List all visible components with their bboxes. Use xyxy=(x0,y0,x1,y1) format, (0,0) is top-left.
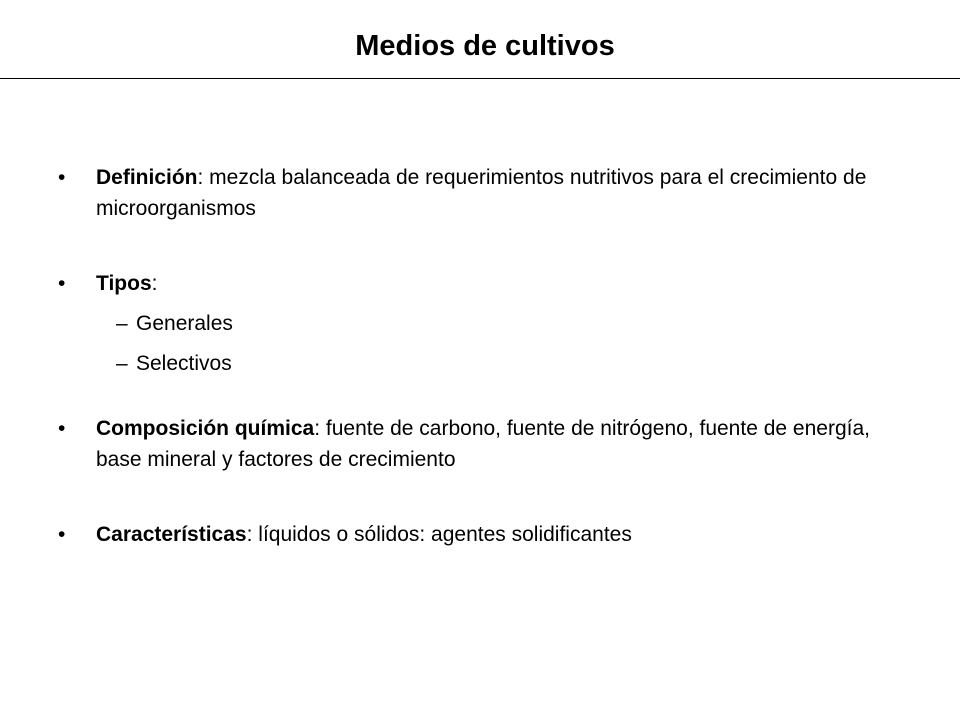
bullet-definicion xyxy=(58,162,918,224)
sub-item-label: Selectivos xyxy=(136,352,232,375)
bullet-text: : xyxy=(151,272,158,295)
title-divider xyxy=(0,78,960,79)
bullet-dot-icon: • xyxy=(58,417,66,440)
sub-item-label: Generales xyxy=(136,312,233,335)
dash-icon xyxy=(116,308,128,339)
sub-item-generales xyxy=(58,308,918,348)
dash-icon xyxy=(116,348,128,379)
sub-item-selectivos xyxy=(58,348,918,388)
slide-title: Medios de cultivos xyxy=(355,30,615,62)
bullet-tipos xyxy=(58,268,918,299)
bullet-dot-icon: • xyxy=(58,523,66,546)
bullet-text: : líquidos o sólidos: agentes solidificantes xyxy=(246,523,632,546)
bullet-dot-icon: • xyxy=(58,166,66,189)
tipos-sublist xyxy=(58,308,918,388)
bullet-term: Composición química xyxy=(96,417,315,440)
slide-body xyxy=(58,162,918,550)
bullet-term: Tipos xyxy=(96,272,152,295)
bullet-dot-icon: • xyxy=(58,272,66,295)
bullet-term: Definición xyxy=(96,166,198,189)
bullet-text: : fuente de carbono, fuente de nitrógeno, fuente de energía, base mineral y factores de crecimiento xyxy=(96,417,870,471)
bullet-caracteristicas xyxy=(58,519,918,550)
bullet-composicion xyxy=(58,413,918,475)
bullet-text: : mezcla balanceada de requerimientos nutritivos para el crecimiento de microorganismos xyxy=(96,166,867,220)
bullet-term: Características xyxy=(96,523,247,546)
